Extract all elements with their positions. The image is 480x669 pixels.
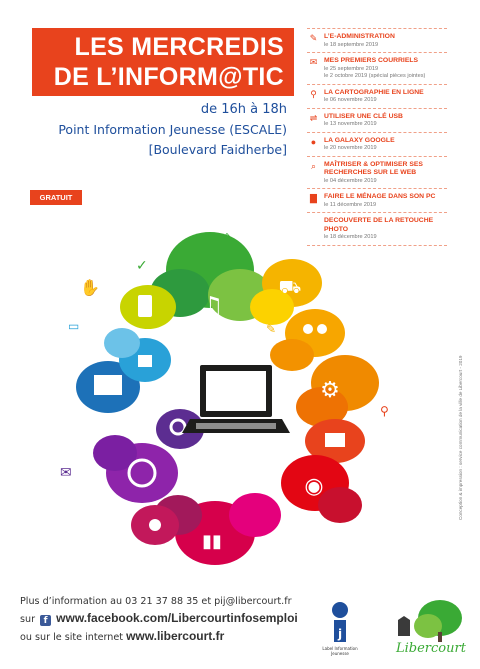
facebook-line <box>20 610 298 628</box>
wrench-icon: ✎ <box>309 33 318 43</box>
facebook-link[interactable]: www.facebook.com/Libercourtinfosemploi <box>56 611 298 625</box>
session-title: MAÎTRISER & OPTIMISER SES RECHERCHES SUR LE WEB <box>324 160 423 176</box>
session-item <box>307 53 447 85</box>
hand-icon: ✋ <box>80 278 100 297</box>
svg-text:▮▮: ▮▮ <box>202 531 222 552</box>
event-address: [Boulevard Faidherbe] <box>148 142 287 157</box>
home-icon: ⌂ <box>223 229 231 243</box>
libercourt-logo <box>368 596 468 660</box>
session-title: FAIRE LE MÉNAGE DANS SON PC <box>324 193 436 200</box>
svg-text:j: j <box>337 627 343 641</box>
map-pin-icon: ⚲ <box>310 88 317 99</box>
globe-cloud <box>93 435 178 503</box>
session-date: le 25 septembre 2019 <box>324 65 379 72</box>
session-title: LA GALAXY GOOGLE <box>324 136 395 144</box>
session-item <box>307 28 447 53</box>
event-info <box>58 100 287 160</box>
facebook-icon: f <box>40 615 51 626</box>
website-link[interactable]: www.libercourt.fr <box>126 629 225 643</box>
session-item <box>307 157 447 190</box>
facebook-prefix: sur <box>20 614 36 625</box>
svg-text:Libercourt: Libercourt <box>396 641 466 656</box>
free-badge: GRATUIT <box>30 190 82 205</box>
svg-text:♫: ♫ <box>200 292 224 322</box>
session-item <box>307 85 447 109</box>
session-item <box>307 109 447 133</box>
information-jeunesse-logo <box>320 600 360 658</box>
session-title: L’E-ADMINISTRATION <box>324 33 395 40</box>
phone-cloud <box>120 285 176 329</box>
checkmark-icon: ✓ <box>136 258 148 274</box>
laptop-icon <box>182 365 290 433</box>
search-icon: ⌕ <box>310 160 317 171</box>
camera-cloud <box>131 505 179 545</box>
svg-text:Label Information: Label Information <box>322 646 358 651</box>
session-item <box>307 133 447 157</box>
battery-icon: ▭ <box>68 319 80 333</box>
session-date: le 20 novembre 2019 <box>324 145 377 151</box>
svg-text:⛟: ⛟ <box>278 277 302 298</box>
session-date: le 04 décembre 2019 <box>324 177 377 184</box>
session-date: le 06 novembre 2019 <box>324 97 377 103</box>
session-title: DECOUVERTE DE LA RETOUCHE PHOTO <box>324 217 434 233</box>
website-line <box>20 628 298 646</box>
globe-icon: ● <box>310 136 317 147</box>
session-title: UTILISER UNE CLÉ USB <box>324 112 403 120</box>
envelope-icon: ✉ <box>309 57 318 67</box>
session-item <box>307 189 447 213</box>
session-date: le 2 octobre 2019 (spécial pièces jointes) <box>324 73 426 79</box>
pencil-icon: ✎ <box>266 322 277 336</box>
settings-cloud <box>296 355 379 427</box>
svg-text:Jeunesse: Jeunesse <box>331 651 349 656</box>
event-place: Point Information Jeunesse (ESCALE) <box>58 122 287 137</box>
it-illustration <box>40 215 430 585</box>
website-prefix: ou sur le site internet <box>20 632 123 643</box>
usb-icon: ⇌ <box>309 112 318 123</box>
session-title: LA CARTOGRAPHIE EN LIGNE <box>324 88 424 96</box>
trash-icon: ▇ <box>310 193 317 203</box>
session-date: le 18 décembre 2019 <box>324 234 377 240</box>
session-date: le 13 novembre 2019 <box>324 121 377 127</box>
contact-line: Plus d’information au 03 21 37 88 35 et pij@libercourt.fr <box>20 596 292 607</box>
session-date: le 11 décembre 2019 <box>324 201 377 208</box>
title-line-1: LES MERCREDIS <box>74 33 284 61</box>
svg-text:⚙: ⚙ <box>320 378 340 403</box>
session-title: MES PREMIERS COURRIELS <box>324 57 419 64</box>
title-banner <box>32 28 294 96</box>
session-date: le 18 septembre 2019 <box>324 41 379 48</box>
svg-text:◉: ◉ <box>304 474 324 499</box>
credit-text: Conception & impression : service communication de la ville de Libercourt - 2019 <box>458 355 463 520</box>
pin-icon: ⚲ <box>380 404 389 418</box>
footer <box>20 593 298 646</box>
event-hours: de 16h à 18h <box>200 102 287 117</box>
title-line-2: DE L’INFORM@TIC <box>53 63 284 91</box>
rss-cloud <box>281 455 362 523</box>
envelope-icon: ✉ <box>60 465 72 481</box>
session-list <box>307 28 447 246</box>
